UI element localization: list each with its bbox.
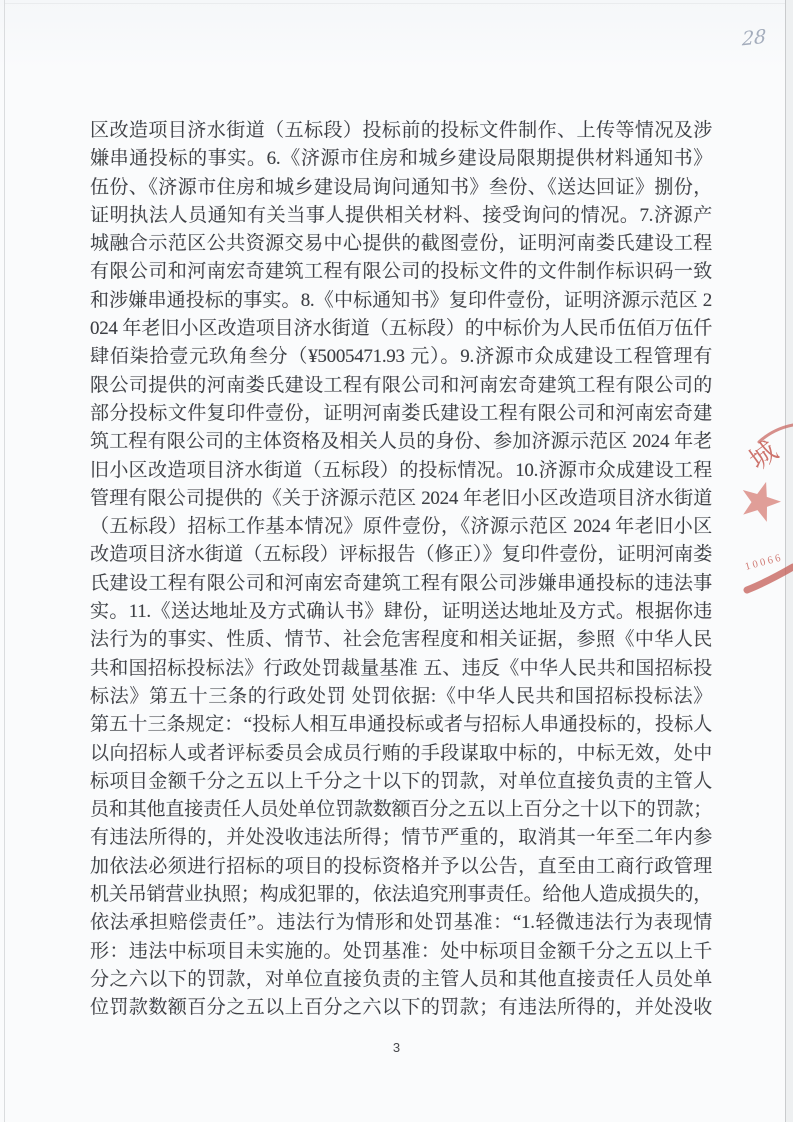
text-line: 部分投标文件复印件壹份，证明河南娄氏建设工程有限公司和河南宏奇建 xyxy=(90,402,712,424)
text-line: 区改造项目济水街道（五标段）投标前的投标文件制作、上传等情况及涉 xyxy=(90,120,712,141)
text-line: 共和国招标投标法》行政处罚裁量基准 五、违反《中华人民共和国招标投 xyxy=(90,657,712,679)
text-line: 加依法必须进行招标的项目的投标资格并予以公告，直至由工商行政管理 xyxy=(90,855,712,877)
text-line: 限公司提供的河南娄氏建设工程有限公司和河南宏奇建筑工程有限公司的 xyxy=(90,374,712,396)
document-body xyxy=(90,117,712,1023)
text-line: 有违法所得的，并处没收违法所得；情节严重的，取消其一年至二年内参 xyxy=(90,827,712,849)
text-line: 024 年老旧小区改造项目济水街道（五标段）的中标价为人民币伍佰万伍仟 xyxy=(90,318,712,340)
text-line: 实。11.《送达地址及方式确认书》肆份，证明送达地址及方式。根据你违 xyxy=(90,601,712,623)
text-line: 改造项目济水街道（五标段）评标报告（修正）》复印件壹份，证明河南娄 xyxy=(90,544,712,566)
text-line: 位罚款数额百分之五以上百分之六以下的罚款；有违法所得的，并处没收 xyxy=(90,997,712,1019)
text-line: 法行为的事实、性质、情节、社会危害程度和相关证据，参照《中华人民 xyxy=(90,629,712,651)
text-line: 证明执法人员通知有关当事人提供相关材料、接受询问的情况。7.济源产 xyxy=(90,204,712,226)
text-line: 分之六以下的罚款，对单位直接负责的主管人员和其他直接责任人员处单 xyxy=(90,968,712,990)
seal-character-text: 城 xyxy=(743,435,784,476)
handwritten-mark: 28 xyxy=(741,25,767,51)
text-line: 肆佰柒拾壹元玖角叁分（¥5005471.93 元）。9.济源市众成建设工程管理有 xyxy=(90,346,712,368)
text-line: 和涉嫌串通投标的事实。8.《中标通知书》复印件壹份，证明济源示范区 2 xyxy=(90,289,712,311)
official-seal-stamp xyxy=(733,418,793,598)
page-edge-top xyxy=(5,3,785,4)
text-line: 氏建设工程有限公司和河南宏奇建筑工程有限公司涉嫌串通投标的违法事 xyxy=(90,572,712,594)
page-number: 3 xyxy=(392,1040,401,1055)
text-line: 以向招标人或者评标委员会成员行贿的手段谋取中标的，中标无效，处中 xyxy=(90,742,712,764)
text-line: 第五十三条规定：“投标人相互串通投标或者与招标人串通投标的，投标人 xyxy=(90,714,712,736)
text-line: 伍份、《济源市住房和城乡建设局询问通知书》叁份、《送达回证》捌份， xyxy=(90,176,712,198)
page-edge-left xyxy=(4,0,5,1122)
text-line: （五标段）招标工作基本情况》原件壹份，《济源示范区 2024 年老旧小区 xyxy=(90,516,712,538)
text-line: 旧小区改造项目济水街道（五标段）的投标情况。10.济源市众成建设工程 xyxy=(90,459,712,481)
text-line: 嫌串通投标的事实。6.《济源市住房和城乡建设局限期提供材料通知书》 xyxy=(90,148,712,170)
text-line: 标法》第五十三条的行政处罚 处罚依据:《中华人民共和国招标投标法》 xyxy=(90,685,712,707)
seal-serial-number: 10066 xyxy=(743,552,785,573)
text-line: 机关吊销营业执照；构成犯罪的，依法追究刑事责任。给他人造成损失的， xyxy=(90,884,712,906)
seal-star-icon xyxy=(743,482,781,522)
text-line: 形：违法中标项目未实施的。处罚基准：处中标项目金额千分之五以上千 xyxy=(90,940,712,962)
text-line: 有限公司和河南宏奇建筑工程有限公司的投标文件的文件制作标识码一致 xyxy=(90,261,712,283)
text-line: 城融合示范区公共资源交易中心提供的截图壹份，证明河南娄氏建设工程 xyxy=(90,233,712,255)
text-line: 标项目金额千分之五以上千分之十以下的罚款，对单位直接负责的主管人 xyxy=(90,770,712,792)
text-line: 依法承担赔偿责任”。违法行为情形和处罚基准：“1.轻微违法行为表现情 xyxy=(90,912,712,934)
text-line: 筑工程有限公司的主体资格及相关人员的身份、参加济源示范区 2024 年老 xyxy=(90,431,712,453)
text-line: 管理有限公司提供的《关于济源示范区 2024 年老旧小区改造项目济水街道 xyxy=(90,487,712,509)
text-line: 员和其他直接责任人员处单位罚款数额百分之五以上百分之十以下的罚款； xyxy=(90,799,712,821)
